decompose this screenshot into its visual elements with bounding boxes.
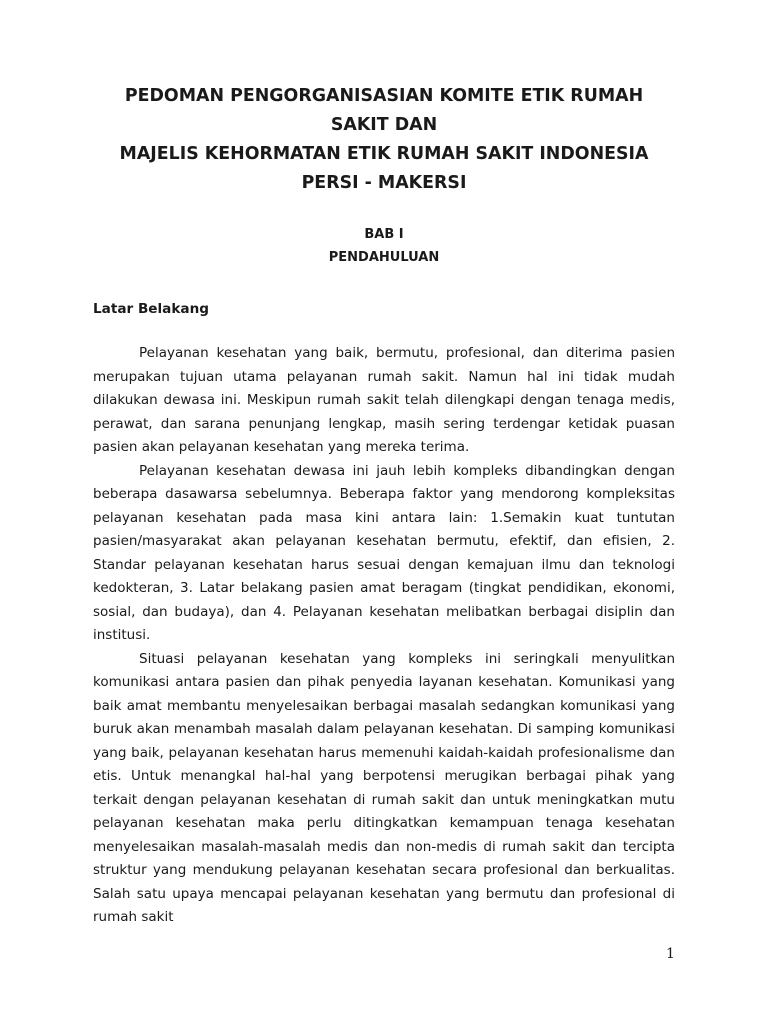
page-number: 1 (666, 946, 675, 962)
document-title (93, 82, 675, 198)
chapter-title: PENDAHULUAN (328, 250, 440, 265)
title-line-3: MAJELIS KEHORMATAN ETIK RUMAH SAKIT INDONESIA (119, 144, 649, 164)
title-line-2: SAKIT DAN (330, 115, 438, 135)
title-line-1: PEDOMAN PENGORGANISASIAN KOMITE ETIK RUMAH (124, 86, 644, 106)
section-heading: Latar Belakang (93, 301, 209, 317)
paragraph: Situasi pelayanan kesehatan yang kompleks ini seringkali menyulitkan komunikasi antara pasien dan pihak penyedia layanan kesehatan. Komunikasi yang baik amat membantu menyelesaikan berbagai masalah sedangkan komunikasi yang buruk akan menambah masalah dalam pelayanan kesehatan. Di samping komunikasi yang baik, pelayanan kesehatan harus memenuhi kaidah-kaidah profesionalisme dan etis. Untuk menangkal hal-hal yang berpotensi merugikan berbagai pihak yang terkait dengan pelayanan kesehatan di rumah sakit dan untuk meningkatkan mutu pelayanan kesehatan maka perlu ditingkatkan kemampuan tenaga kesehatan menyelesaikan masalah-masalah medis dan non-medis di rumah sakit dan tercipta struktur yang mendukung pelayanan kesehatan secara profesional dan berkualitas. Salah satu upaya mencapai pelayanan kesehatan yang bermutu dan profesional di rumah sakit (93, 650, 675, 925)
paragraph: Pelayanan kesehatan dewasa ini jauh lebih kompleks dibandingkan dengan beberapa dasawarsa sebelumnya. Beberapa faktor yang mendorong kompleksitas pelayanan kesehatan pada masa kini antara lain: 1.Semakin kuat tuntutan pasien/masyarakat akan pelayanan kesehatan bermutu, efektif, dan efisien, 2. Standar pelayanan kesehatan harus sesuai dengan kemajuan ilmu dan teknologi kedokteran, 3. Latar belakang pasien amat beragam (tingkat pendidikan, ekonomi, sosial, dan budaya), dan 4. Pelayanan kesehatan melibatkan berbagai disiplin dan institusi. (93, 462, 675, 643)
body-text (93, 342, 675, 930)
title-line-4: PERSI - MAKERSI (301, 173, 467, 193)
document-page (93, 82, 675, 930)
chapter-number: BAB I (364, 227, 404, 242)
paragraph: Pelayanan kesehatan yang baik, bermutu, profesional, dan diterima pasien merupakan tujuan utama pelayanan rumah sakit. Namun hal ini tidak mudah dilakukan dewasa ini. Meskipun rumah sakit telah dilengkapi dengan tenaga medis, perawat, dan sarana penunjang lengkap, masih sering terdengar ketidak puasan pasien akan pelayanan kesehatan yang mereka terima. (93, 345, 675, 455)
chapter-heading (93, 223, 675, 269)
